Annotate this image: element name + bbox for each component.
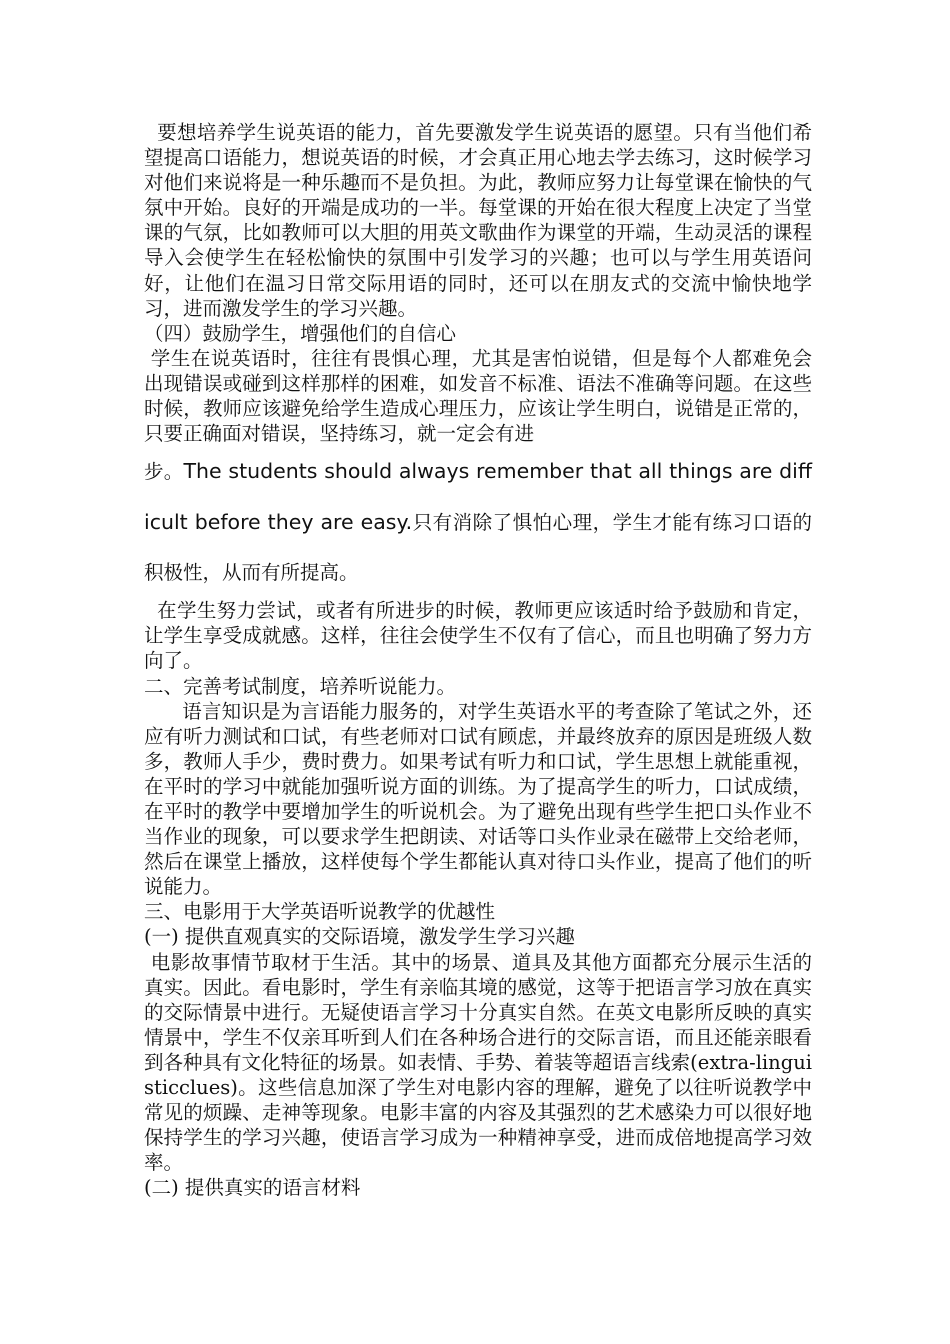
paragraph-quote bbox=[144, 446, 812, 598]
subsection-heading-context: (一) 提供直观真实的交际语境，激发学生学习兴趣 bbox=[144, 925, 575, 949]
section-heading-film: 三、电影用于大学英语听说教学的优越性 bbox=[144, 900, 496, 924]
paragraph-praise: 在学生努力尝试，或者有所进步的时候，教师更应该适时给予鼓励和肯定，让学生享受成就感。这样，往往会使学生不仅有了信心，而且也明确了努力方向了。 bbox=[144, 599, 812, 673]
section-heading-encourage: （四）鼓励学生，增强他们的自信心 bbox=[144, 321, 457, 345]
quote-lead-text: 步。 bbox=[144, 460, 184, 484]
subsection-heading-material: (二) 提供真实的语言材料 bbox=[144, 1176, 361, 1200]
quote-tail-text: 只有消除了惧怕心理，学生才能有练习口语的积极性，从而有所提高。 bbox=[144, 511, 812, 585]
paragraph-exam: 语言知识是为言语能力服务的，对学生英语水平的考查除了笔试之外，还应有听力测试和口试，有些老师对口试有顾虑，并最终放弃的原因是班级人数多，教师人手少，费时费力。如果考试有听力和口试，学生思想上就能重视，在平时的学习中就能加强听说方面的训练。为了提高学生的听力，口试成绩，在平时的教学中要增加学生的听说机会。为了避免出现有些学生把口头作业不当作业的现象，可以要求学生把朗读、对话等口头作业录在磁带上交给老师，然后在课堂上播放，这样使每个学生都能认真对待口头作业，提高了他们的听说能力。 bbox=[144, 699, 812, 899]
section-heading-exam: 二、完善考试制度，培养听说能力。 bbox=[144, 674, 457, 698]
english-proverb: The students should always remember that all things are difficult before they are easy. bbox=[144, 459, 812, 535]
paragraph-film: 电影故事情节取材于生活。其中的场景、道具及其他方面都充分展示生活的真实。因此。看电影时，学生有亲临其境的感觉，这等于把语言学习放在真实的交际情景中进行。无疑使语言学习十分真实自然。在英文电影所反映的真实情景中，学生不仅亲耳听到人们在各种场合进行的交际言语，而且还能亲眼看到各种具有文化特征的场景。如表情、手势、着装等超语言线索(extra-linguisticclues)。这些信息加深了学生对电影内容的理解，避免了以往听说教学中常见的烦躁、走神等现象。电影丰富的内容及其强烈的艺术感染力可以很好地保持学生的学习兴趣，使语言学习成为一种精神享受，进而成倍地提高学习效率。 bbox=[144, 950, 812, 1175]
paragraph-motivation: 要想培养学生说英语的能力，首先要激发学生说英语的愿望。只有当他们希望提高口语能力，想说英语的时候，才会真正用心地去学去练习，这时候学习对他们来说将是一种乐趣而不是负担。为此，教师应努力让每堂课在愉快的气氛中开始。良好的开端是成功的一半。每堂课的开始在很大程度上决定了当堂课的气氛，比如教师可以大胆的用英文歌曲作为课堂的开端，生动灵活的课程导入会使学生在轻松愉快的氛围中引发学习的兴趣；也可以与学生用英语问好，让他们在温习日常交际用语的同时，还可以在朋友式的交流中愉快地学习，进而激发学生的学习兴趣。 bbox=[144, 121, 812, 320]
document-page bbox=[144, 120, 812, 1200]
paragraph-fear: 学生在说英语时，往往有畏惧心理，尤其是害怕说错，但是每个人都难免会出现错误或碰到这样那样的困难，如发音不标准、语法不准确等问题。在这些时候，教师应该避免给学生造成心理压力，应该让学生明白，说错是正常的，只要正确面对错误，坚持练习，就一定会有进 bbox=[144, 346, 812, 446]
